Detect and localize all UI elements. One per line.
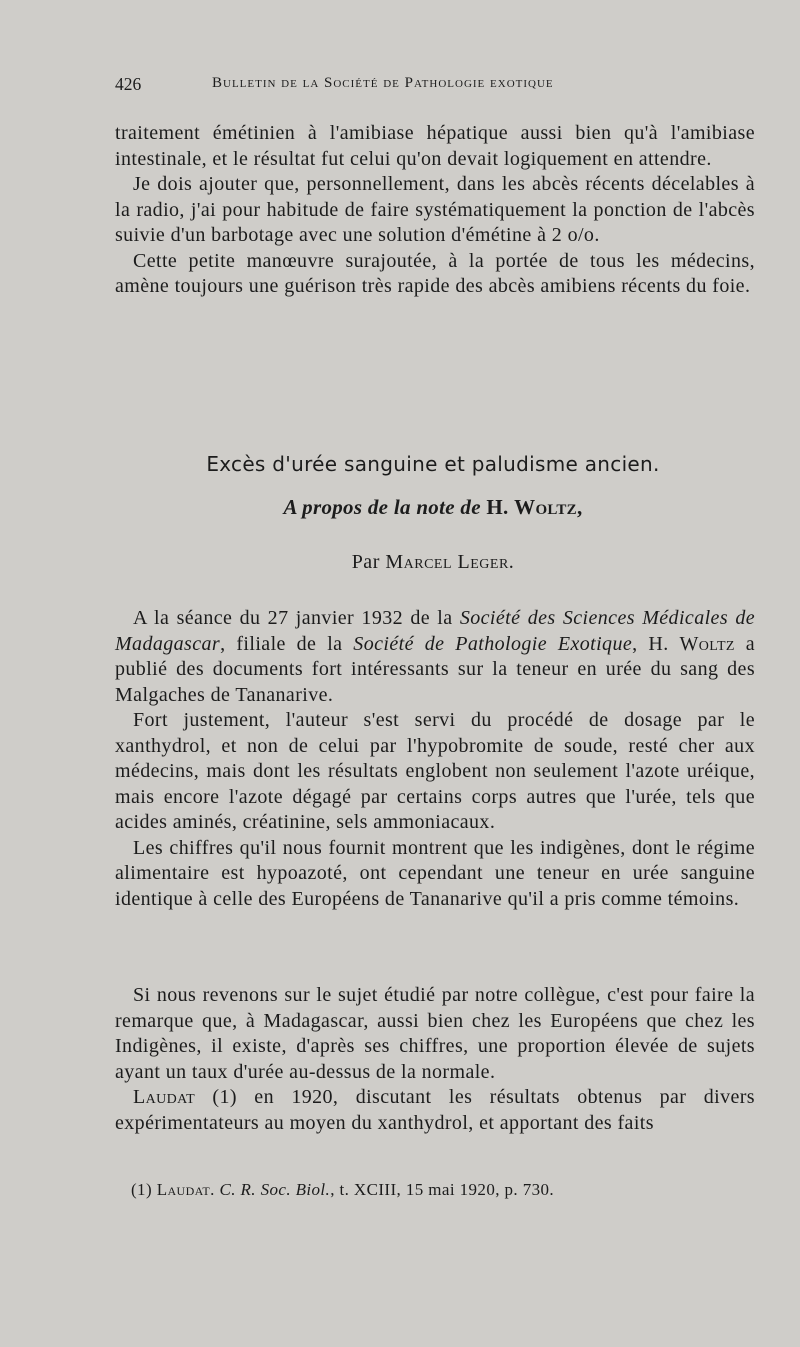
subtitle-name: Woltz, (514, 495, 583, 519)
society-name: Société des Sciences Médicales de Madagascar (115, 607, 755, 655)
text-run: (1) en 1920, discutant les résultats obtenus par divers expérimentateurs au moyen du xanthydrol, et apportant des faits (115, 1086, 755, 1134)
text-block-discussion (115, 983, 755, 1136)
text-block-emetine (115, 121, 755, 300)
text-run: , filiale de la (220, 632, 343, 655)
paragraph (115, 606, 755, 708)
text-run: a publié des documents fort intéressants sur la teneur en urée du sang des Malgaches de Tananarive. (115, 632, 755, 706)
paragraph: traitement émétinien à l'amibiase hépatique aussi bien qu'à l'amibiase intestinale, et le résultat fut celui qu'on devait logiquement en attendre. (115, 122, 755, 170)
text-run: , H. (632, 632, 669, 655)
paragraph: Je dois ajouter que, personnellement, dans les abcès récents décelables à la radio, j'ai pour habitude de faire systématiquement la ponction de l'abcès suivie d'un barbotage avec une solution d'émétine à 2 o/o. (115, 173, 755, 246)
author-ref: Laudat (133, 1086, 196, 1108)
running-title: Bulletin de la Société de Pathologie exotique (212, 75, 554, 91)
subtitle-initial: H. (486, 495, 509, 519)
footnote-author: Laudat. (156, 1180, 215, 1199)
author-ref: Woltz (679, 632, 735, 655)
footnote-journal: C. R. Soc. Biol. (219, 1180, 331, 1199)
subtitle-prefix: A propos de la note de (283, 495, 481, 519)
paragraph: Si nous revenons sur le sujet étudié par notre collègue, c'est pour faire la remarque que, à Madagascar, aussi bien chez les Européens que chez les Indigènes, il existe, d'après ses chiffres, une proportion élevée de sujets ayant un taux d'urée au-dessus de la normale. (115, 984, 755, 1083)
paragraph: Les chiffres qu'il nous fournit montrent que les indigènes, dont le régime alimentaire est hypoazoté, ont cependant une teneur en urée sanguine identique à celle des Européens de Tananarive qu'il a pris comme témoins. (115, 836, 755, 910)
footnote (131, 1180, 554, 1200)
article-title: Excès d'urée sanguine et paludisme ancien. (206, 452, 660, 476)
footnote-marker: (1) (131, 1180, 153, 1199)
author-name: Marcel Leger. (385, 551, 515, 573)
byline (33, 551, 800, 574)
paragraph: Cette petite manœuvre surajoutée, à la portée de tous les médecins, amène toujours une guérison très rapide des abcès amibiens récents du foie. (115, 249, 755, 297)
footnote-details: , t. XCIII, 15 mai 1920, p. 730. (330, 1180, 555, 1199)
page-number: 426 (115, 74, 142, 94)
paragraph: Fort justement, l'auteur s'est servi du procédé de dosage par le xanthydrol, et non de celui par l'hypobromite de soude, resté cher aux médecins, mais dont les résultats englobent non seulement l'azote uréique, mais encore l'azote dégagé par certains corps autres que l'urée, tels que acides aminés, créatinine, sels ammoniacaux. (115, 709, 755, 833)
text-block-woltz (115, 606, 755, 912)
article-subtitle (33, 495, 800, 520)
text-run: A la séance du 27 janvier 1932 de la (133, 607, 453, 629)
society-name: Société de Pathologie Exotique (353, 632, 633, 655)
byline-prefix: Par (351, 551, 380, 573)
paragraph (115, 1085, 755, 1136)
